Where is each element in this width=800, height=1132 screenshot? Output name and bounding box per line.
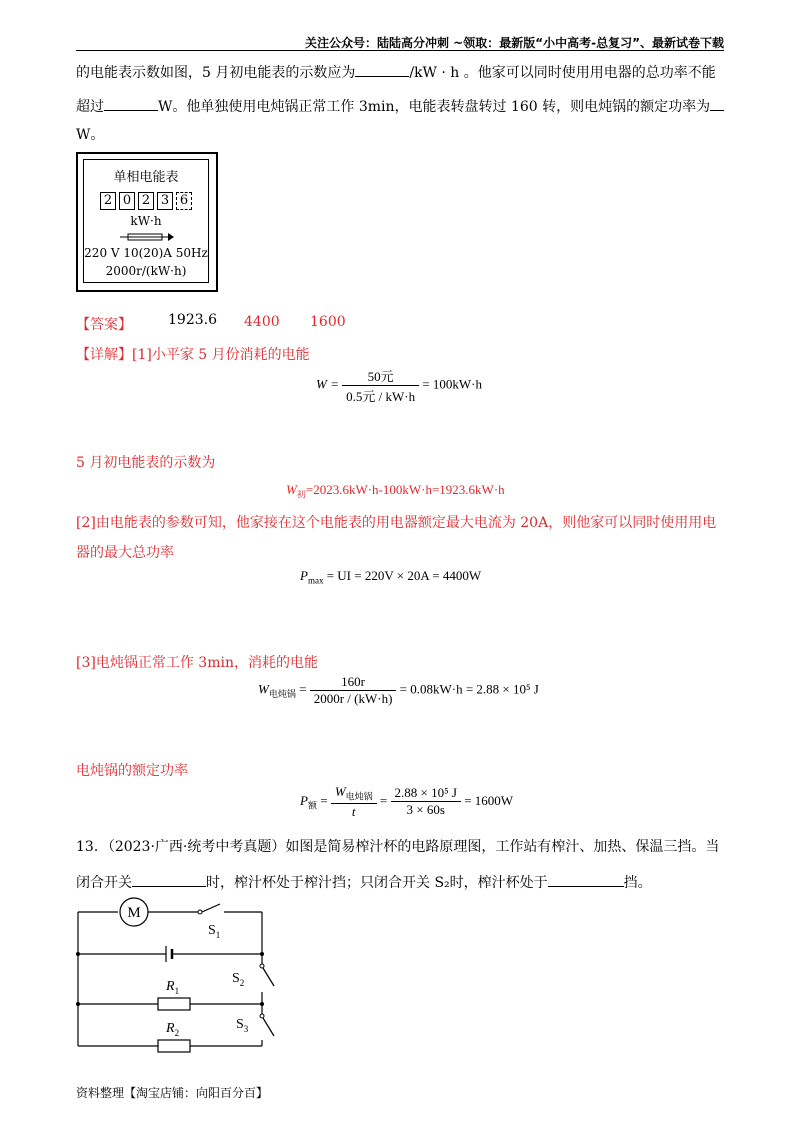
eq-var: W xyxy=(334,784,346,799)
question-line-3: W。 xyxy=(76,127,105,143)
r1-label: $R_1$ xyxy=(166,979,180,996)
eq-var: W xyxy=(286,482,297,497)
detail-step-2b: 器的最大总功率 xyxy=(76,545,174,561)
detail-step-4: 电炖锅的额定功率 xyxy=(76,763,188,779)
detail-label: 【详解】 xyxy=(76,347,132,363)
s3-label: $S_3$ xyxy=(236,1017,249,1034)
detail-step-1 xyxy=(76,344,310,364)
s2-label: $S_2$ xyxy=(232,971,245,988)
eq-numerator: 50元 xyxy=(342,366,419,386)
answer-value-1: 1923.6 xyxy=(168,312,217,328)
meter-digit: 2 xyxy=(138,192,154,210)
eq-var: P xyxy=(300,568,308,583)
q-text: W。他单独使用电炖锅正常工作 3min，电能表转盘转过 160 转，则电炖锅的额定功率为 xyxy=(158,99,711,115)
eq-numerator: 2.88 × 10⁵ J xyxy=(391,785,461,802)
eq-rhs: = 1600W xyxy=(464,792,514,808)
answer-value-3: 1600 xyxy=(310,314,346,330)
eq-var: W xyxy=(258,681,269,697)
meter-digit: 2 xyxy=(100,192,116,210)
eq-fraction xyxy=(310,674,397,707)
answer-blank xyxy=(710,96,724,111)
switch-s3-icon xyxy=(263,1018,274,1036)
eq-sub: 电炖锅 xyxy=(345,791,373,802)
q-text: 时，榨汁杯处于榨汁挡；只闭合开关 S₂时，榨汁杯处于 xyxy=(206,875,548,891)
question-13-line-2 xyxy=(76,872,652,892)
q-text: 超过 xyxy=(76,99,104,115)
switch-s2-icon xyxy=(263,968,274,986)
detail-step-1b: 5 月初电能表的示数为 xyxy=(76,455,216,471)
eq-sub: 电炖锅 xyxy=(268,689,296,700)
page-header: 关注公众号：陆陆高分冲刺 ~领取：最新版“小中高考-总复习”、最新试卷下载 xyxy=(305,36,724,50)
eq-denominator: t xyxy=(351,803,356,819)
eq-numerator xyxy=(331,784,377,804)
motor-label: M xyxy=(127,905,141,921)
q-text: 。他家可以同时使用用电器的总功率不能 xyxy=(463,65,716,81)
eq-sub: 初 xyxy=(296,489,306,500)
q-text: 的电能表示数如图，5 月初电能表的示数应为 xyxy=(76,65,356,81)
q-text: /kW · h xyxy=(409,65,460,81)
energy-meter-inner xyxy=(83,159,209,283)
eq-rhs: = 0.08kW·h = 2.88 × 10⁵ J xyxy=(399,681,539,697)
equation-3 xyxy=(300,568,481,586)
eq-body: = UI = 220V × 20A = 4400W xyxy=(326,568,482,583)
meter-spec-1: 220 V 10(20)A 50Hz xyxy=(84,246,208,260)
equation-1 xyxy=(316,366,482,405)
question-13-line-1: 13．（2023·广西·统考中考真题）如图是简易榨汁杯的电路原理图，工作站有榨汁、加热、保温三挡。当 xyxy=(76,839,720,855)
meter-digit: 0 xyxy=(119,192,135,210)
answer-value-2: 4400 xyxy=(244,314,280,330)
meter-digit: 3 xyxy=(157,192,173,210)
answer-blank xyxy=(355,62,409,77)
eq-rhs: = 100kW·h xyxy=(422,376,483,392)
meter-digit-decimal: 6 xyxy=(176,192,192,210)
switch-s1-icon xyxy=(202,904,220,912)
detail-text: [1]小平家 5 月份消耗的电能 xyxy=(132,347,310,363)
eq-var: P xyxy=(300,792,308,808)
q-text: 挡。 xyxy=(623,875,652,891)
equation-4: $W_{电炖锅}$ = $\frac{160r}{2000r / (kW\cdot h)}$ = 0.08kW·h = 2.88 × 10⁵ J xyxy=(258,674,539,706)
eq-fraction xyxy=(331,784,377,820)
eq-denominator: 0.5元 / kW·h xyxy=(346,389,416,404)
eq-denominator: 3 × 60s xyxy=(406,802,445,818)
equation-2 xyxy=(286,482,505,501)
meter-disc-icon xyxy=(118,232,174,242)
question-line-2 xyxy=(76,96,724,116)
eq-denominator: 2000r / (kW·h) xyxy=(313,691,393,706)
answer-blank xyxy=(104,96,158,111)
resistor-r2-icon xyxy=(158,1040,190,1052)
meter-spec-2: 2000r/(kW·h) xyxy=(105,264,187,278)
eq-fraction xyxy=(342,366,419,405)
meter-unit: kW·h xyxy=(130,214,162,228)
eq-numerator: 160r xyxy=(310,674,397,691)
meter-title: 单相电能表 xyxy=(113,170,179,185)
page-footer: 资料整理【淘宝店铺：向阳百分百】 xyxy=(76,1086,269,1100)
equation-5: $P_额$ = $\frac{W_{电炖锅}}{t}$ = $\frac{\text{2.88 × 10⁵ J}}{3 \times 60s}$ = 1600W xyxy=(300,784,514,819)
eq-body: =2023.6kW·h-100kW·h=1923.6kW·h xyxy=(305,482,505,497)
answer-blank xyxy=(548,872,624,887)
meter-digits xyxy=(100,192,195,210)
header-rule xyxy=(76,50,724,51)
eq-sub: 额 xyxy=(307,800,317,811)
detail-step-2a: [2]由电能表的参数可知，他家接在这个电能表的用电器额定最大电流为 20A，则他家可以同时使用用电 xyxy=(76,515,717,531)
detail-step-3: [3]电炖锅正常工作 3min，消耗的电能 xyxy=(76,655,318,671)
eq-lhs: W = xyxy=(316,376,339,392)
question-line-1 xyxy=(76,62,716,82)
eq-fraction xyxy=(391,785,461,818)
eq-sub: max xyxy=(307,575,324,586)
answer-label: 【答案】 xyxy=(76,317,132,333)
r2-label: $R_2$ xyxy=(166,1021,180,1038)
answer-blank xyxy=(132,872,206,887)
resistor-r1-icon xyxy=(158,998,190,1010)
q-text: 闭合开关 xyxy=(76,875,132,891)
s1-label: $S_1$ xyxy=(208,923,221,940)
juicer-circuit-diagram xyxy=(70,894,290,1064)
energy-meter-figure xyxy=(76,152,218,292)
